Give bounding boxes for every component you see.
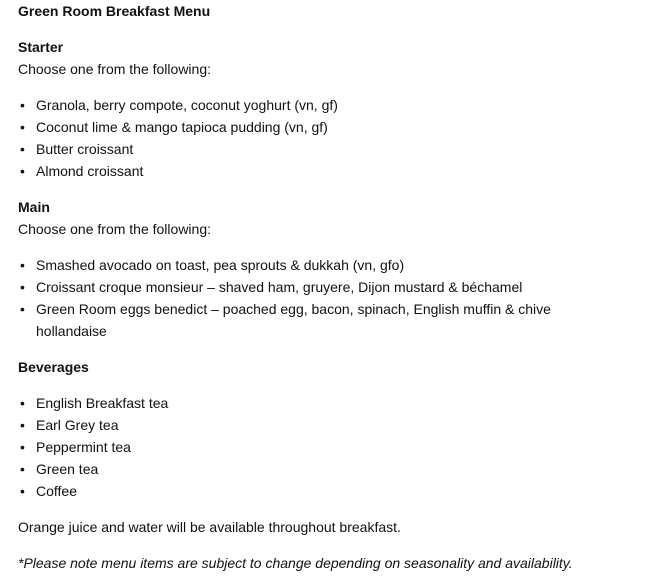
item-text: Coconut lime & mango tapioca pudding (vn, gf) (36, 119, 328, 135)
section-intro: Choose one from the following: (18, 221, 211, 237)
section-beverages (18, 356, 648, 502)
bullet-icon: • (20, 301, 25, 317)
section-main (18, 196, 648, 342)
list-item (18, 138, 648, 160)
bullet-icon: • (20, 97, 25, 113)
bullet-icon: • (20, 257, 25, 273)
item-list (18, 254, 648, 342)
menu-title: Green Room Breakfast Menu (18, 3, 211, 19)
availability-note: *Please note menu items are subject to change depending on seasonality and availability. (18, 555, 573, 571)
list-item (18, 298, 596, 342)
item-text: Croissant croque monsieur – shaved ham, gruyere, Dijon mustard & béchamel (36, 279, 523, 295)
item-text: Green tea (36, 461, 99, 477)
list-item (18, 116, 648, 138)
list-item (18, 458, 648, 480)
list-item (18, 94, 648, 116)
item-text: English Breakfast tea (36, 395, 169, 411)
bullet-icon: • (20, 483, 25, 499)
item-text: Granola, berry compote, coconut yoghurt (vn, gf) (36, 97, 338, 113)
item-text: Earl Grey tea (36, 417, 119, 433)
list-item (18, 254, 648, 276)
closing-text: Orange juice and water will be available throughout breakfast. (18, 519, 401, 535)
list-item (18, 276, 648, 298)
bullet-icon: • (20, 141, 25, 157)
section-heading: Beverages (18, 359, 89, 375)
list-item (18, 436, 648, 458)
bullet-icon: • (20, 163, 25, 179)
bullet-icon: • (20, 461, 25, 477)
bullet-icon: • (20, 119, 25, 135)
bullet-icon: • (20, 417, 25, 433)
item-text: Coffee (36, 483, 77, 499)
section-heading: Starter (18, 39, 64, 55)
list-item (18, 392, 648, 414)
menu-document (18, 0, 648, 574)
section-heading: Main (18, 199, 50, 215)
list-item (18, 414, 648, 436)
item-text: Green Room eggs benedict – poached egg, bacon, spinach, English muffin & chive hollandaise (36, 301, 551, 339)
item-text: Almond croissant (36, 163, 144, 179)
item-list (18, 392, 648, 502)
section-intro: Choose one from the following: (18, 61, 211, 77)
bullet-icon: • (20, 395, 25, 411)
item-text: Peppermint tea (36, 439, 131, 455)
item-text: Smashed avocado on toast, pea sprouts & dukkah (vn, gfo) (36, 257, 405, 273)
list-item (18, 480, 648, 502)
item-list (18, 94, 648, 182)
bullet-icon: • (20, 439, 25, 455)
item-text: Butter croissant (36, 141, 134, 157)
section-starter (18, 36, 648, 182)
list-item (18, 160, 648, 182)
bullet-icon: • (20, 279, 25, 295)
